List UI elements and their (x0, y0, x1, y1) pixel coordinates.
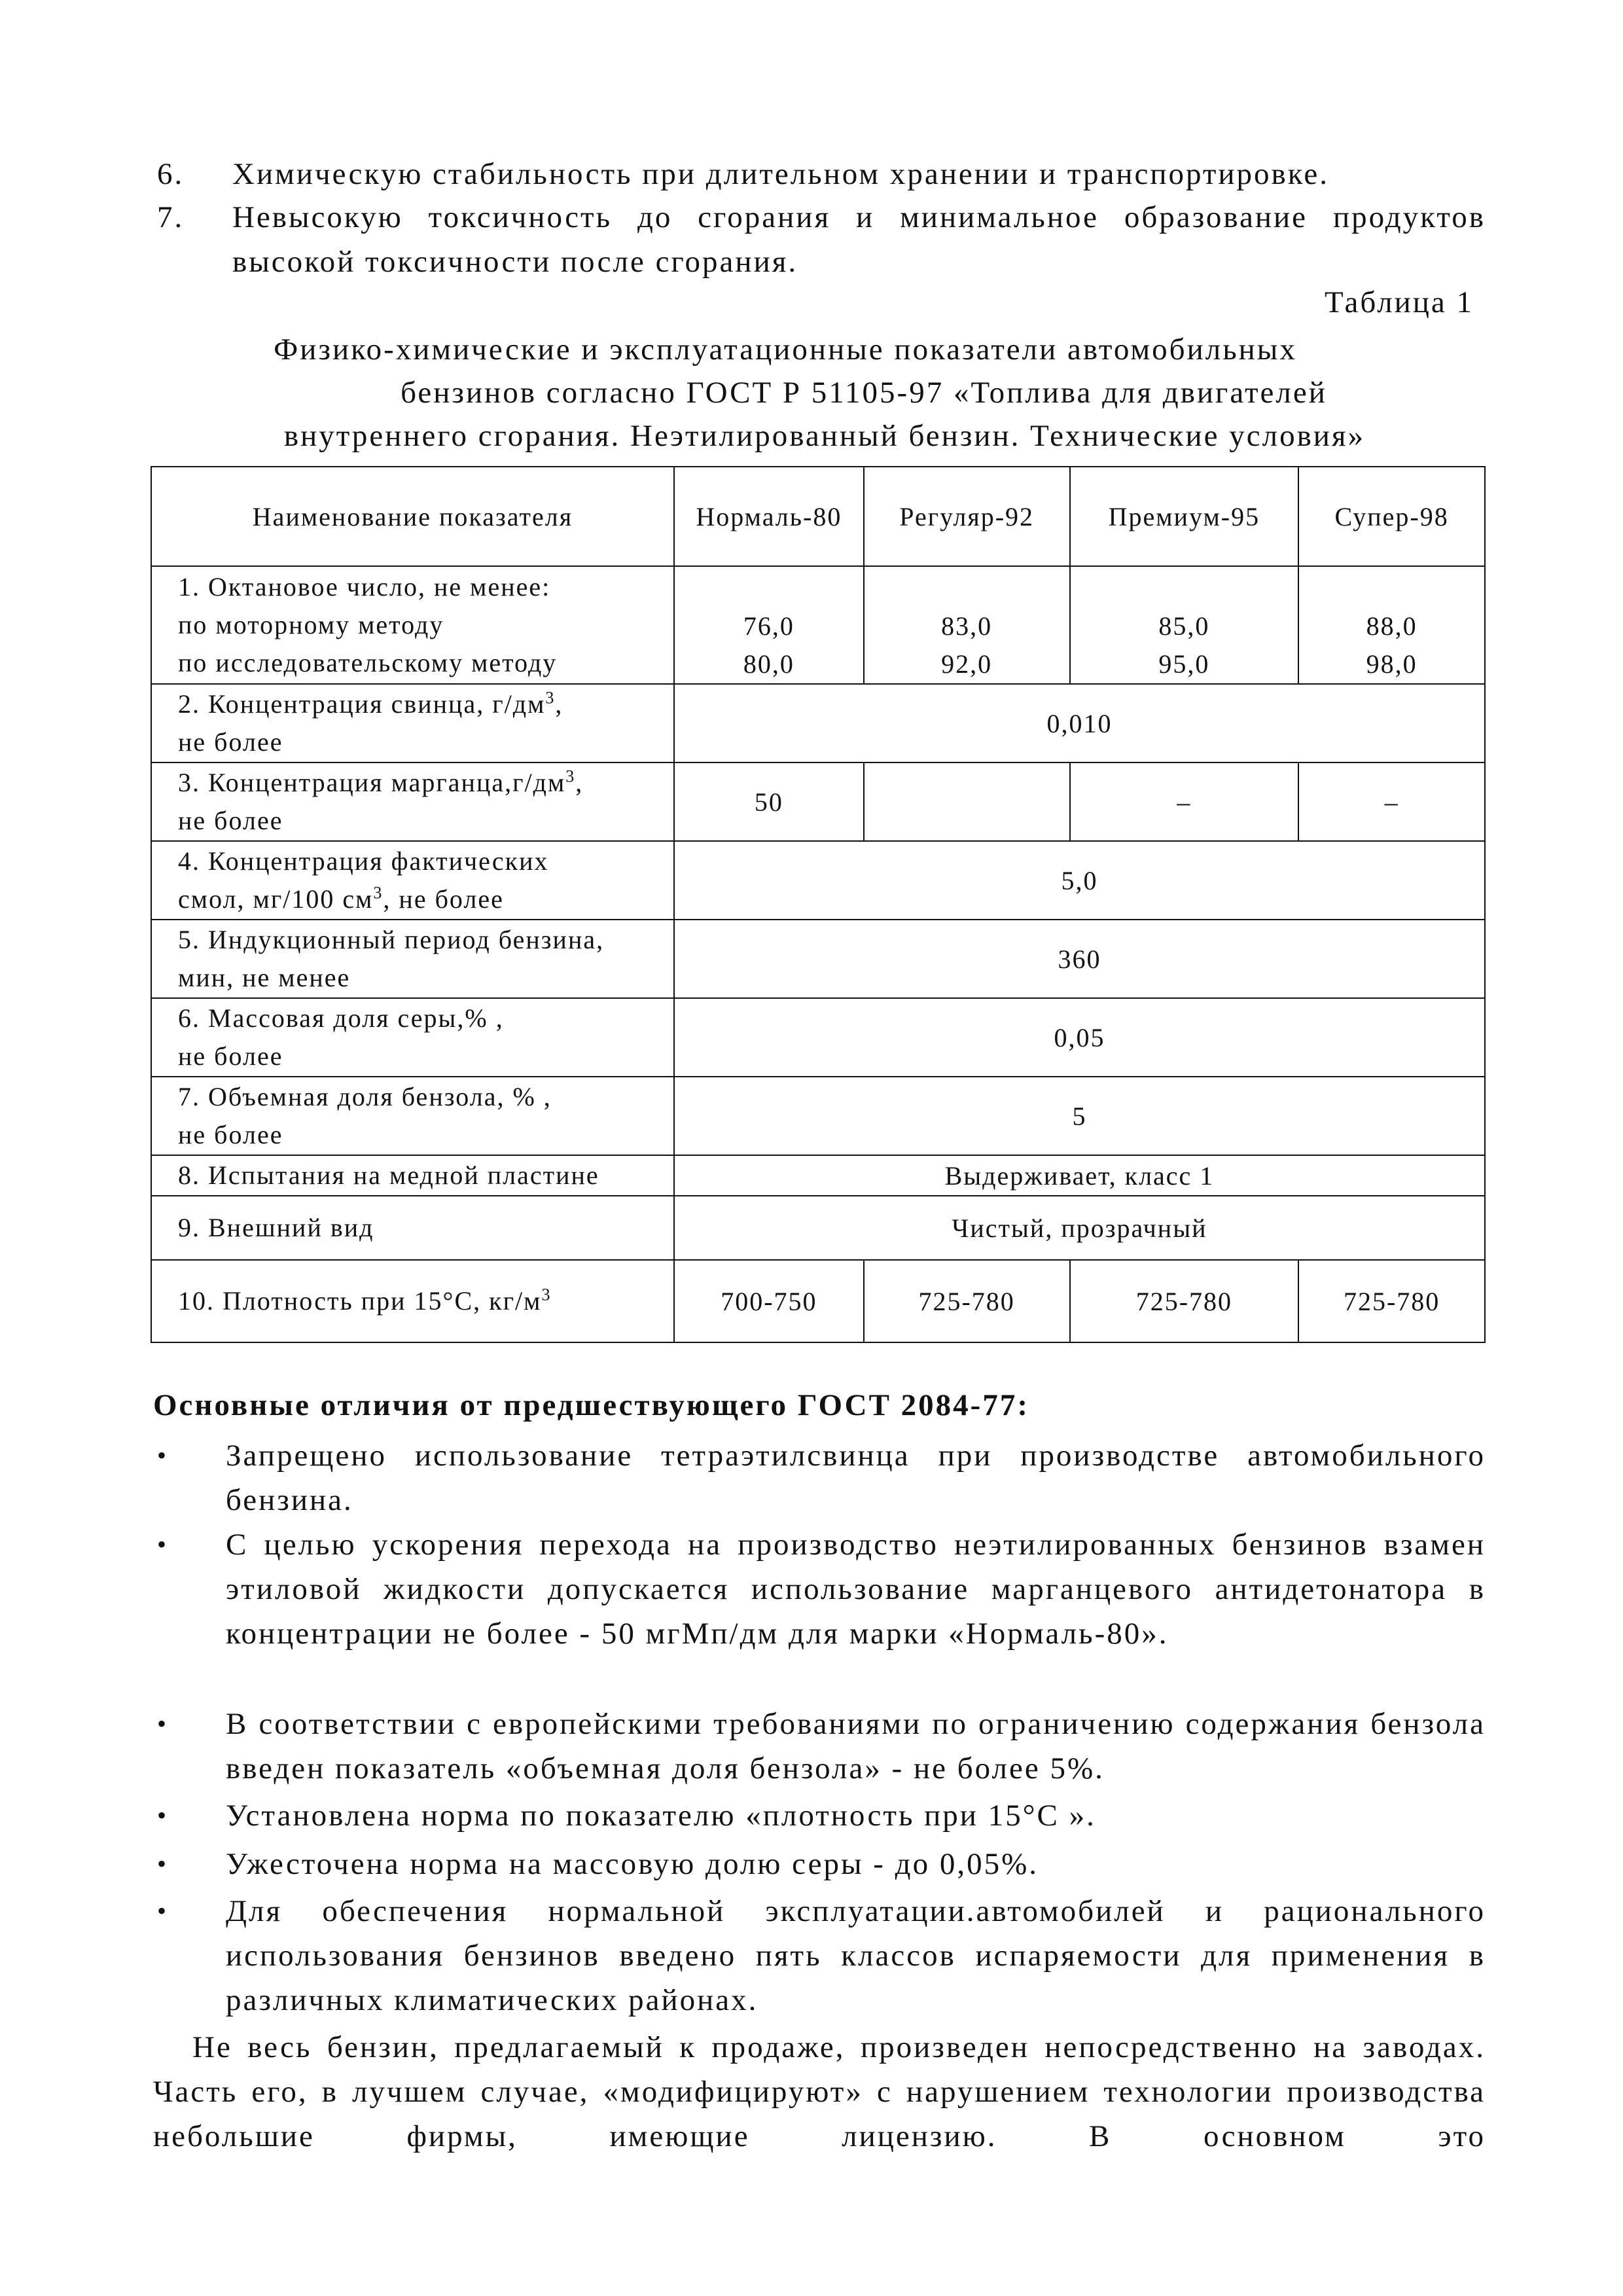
row-value: Чистый, прозрачный (674, 1196, 1485, 1260)
row-name: 4. Концентрация фактических смол, мг/100 $см^3$, не более (151, 841, 674, 920)
cell-regular-92 (864, 762, 1070, 841)
row-value: 360 (674, 920, 1485, 998)
row-name: 8. Испытания на медной пластине (151, 1155, 674, 1196)
list-number: 7. (157, 200, 185, 234)
list-item (157, 1702, 1486, 1791)
row-value: 0,05 (674, 998, 1485, 1077)
table-row (151, 1155, 1485, 1196)
cell-super-98: 88,0 98,0 (1298, 566, 1485, 684)
bullet-text: В соответствии с европейскими требованиями по ограничению содержания бензола введен показатель «объемная доля бензола» - не более 5%. (226, 1707, 1486, 1785)
list-item-7 (157, 195, 1486, 287)
row-name: 2. Концентрация свинца, $г/дм^3$, не более (151, 684, 674, 762)
list-item-6 (157, 152, 1486, 196)
list-number: 6. (157, 157, 185, 191)
row-name: 10. Плотность при 15°С, $кг/м^3$ (151, 1260, 674, 1342)
table-title-line-2: бензинов согласно ГОСТ Р 51105-97 «Топлива для двигателей (401, 376, 1327, 410)
gasoline-specs-table (151, 466, 1486, 1343)
table-row (151, 762, 1485, 841)
cell-regular-92: 83,0 92,0 (864, 566, 1070, 684)
table-row (151, 920, 1485, 998)
bullet-text: Для обеспечения нормальной эксплуатации.автомобилей и рационального использования бензинов введено пять классов испаряемости для применения в различных климатических районах. (226, 1894, 1486, 2017)
bullet-text: Запрещено использование тетраэтилсвинца при производстве автомобильного бензина. (226, 1439, 1486, 1517)
bullet-icon: • (157, 1709, 169, 1738)
cell-super-98: – (1298, 762, 1485, 841)
row-name: 7. Объемная доля бензола, % , не более (151, 1077, 674, 1155)
differences-heading: Основные отличия от предшествующего ГОСТ 2084-77: (153, 1388, 1029, 1422)
table-header-row (151, 467, 1485, 566)
row-value: 0,010 (674, 684, 1485, 762)
bullet-text: Установлена норма по показателю «плотность при 15°С ». (226, 1799, 1096, 1833)
column-header: Нормаль-80 (674, 467, 864, 566)
table-row (151, 841, 1485, 920)
bullet-text: Ужесточена норма на массовую долю серы - до 0,05%. (226, 1847, 1039, 1881)
row-name: 1. Октановое число, не менее: по моторному методу по исследовательскому методу (151, 566, 674, 684)
cell-normal-80: 700-750 (674, 1260, 864, 1342)
row-name: 5. Индукционный период бензина, мин, не менее (151, 920, 674, 998)
cell-normal-80: 76,0 80,0 (674, 566, 864, 684)
bullet-icon: • (157, 1441, 169, 1470)
list-text: Химическую стабильность при длительном хранении и транспортировке. (232, 157, 1330, 191)
column-header: Премиум-95 (1070, 467, 1299, 566)
table-row (151, 1077, 1485, 1155)
table-row (151, 566, 1485, 684)
table-caption: Таблица 1 (1324, 285, 1474, 319)
row-name: 3. Концентрация $марганца,г/дм^3$, не более (151, 762, 674, 841)
list-item (157, 1889, 1486, 2023)
row-value: 5,0 (674, 841, 1485, 920)
cell-premium-95: 725-780 (1070, 1260, 1299, 1342)
table-row (151, 684, 1485, 762)
cell-regular-92: 725-780 (864, 1260, 1070, 1342)
list-item (157, 1842, 1486, 1886)
list-item (157, 1433, 1486, 1522)
bullet-icon: • (157, 1896, 169, 1926)
list-text: Невысокую токсичность до сгорания и минимальное образование продуктов высокой токсичности после сгорания. (232, 200, 1486, 279)
column-header: Наименование показателя (151, 467, 674, 566)
row-name: 6. Массовая доля серы,% , не более (151, 998, 674, 1077)
cell-premium-95: 85,0 95,0 (1070, 566, 1299, 684)
cell-super-98: 725-780 (1298, 1260, 1485, 1342)
column-header: Регуляр-92 (864, 467, 1070, 566)
table-title-line-1: Физико-химические и эксплуатационные показатели автомобильных (274, 332, 1297, 367)
row-value: 5 (674, 1077, 1485, 1155)
list-item (157, 1793, 1486, 1838)
bullet-icon: • (157, 1849, 169, 1878)
cell-normal-80: 50 (674, 762, 864, 841)
cell-premium-95: – (1070, 762, 1299, 841)
body-paragraph: Не весь бензин, предлагаемый к продаже, произведен непосредственно на заводах. Часть его, в лучшем случае, «модифицируют» с нарушением технологии производства небольшие фирмы, имеющие лицензию. В основном это (153, 2030, 1486, 2153)
column-header: Супер-98 (1298, 467, 1485, 566)
table-row (151, 1260, 1485, 1342)
bullet-text: С целью ускорения перехода на производство неэтилированных бензинов взамен этиловой жидкости допускается использование марганцевого антидетонатора в концентрации не более - 50 мгМп/дм для марки «Нормаль-80». (226, 1528, 1486, 1651)
table-row (151, 1196, 1485, 1260)
row-value: Выдерживает, класс 1 (674, 1155, 1485, 1196)
table-title-line-3: внутреннего сгорания. Неэтилированный бензин. Технические условия» (283, 419, 1366, 453)
bullet-icon: • (157, 1530, 169, 1559)
list-item (157, 1522, 1486, 1702)
row-name: 9. Внешний вид (151, 1196, 674, 1260)
bullet-icon: • (157, 1801, 169, 1830)
table-row (151, 998, 1485, 1077)
